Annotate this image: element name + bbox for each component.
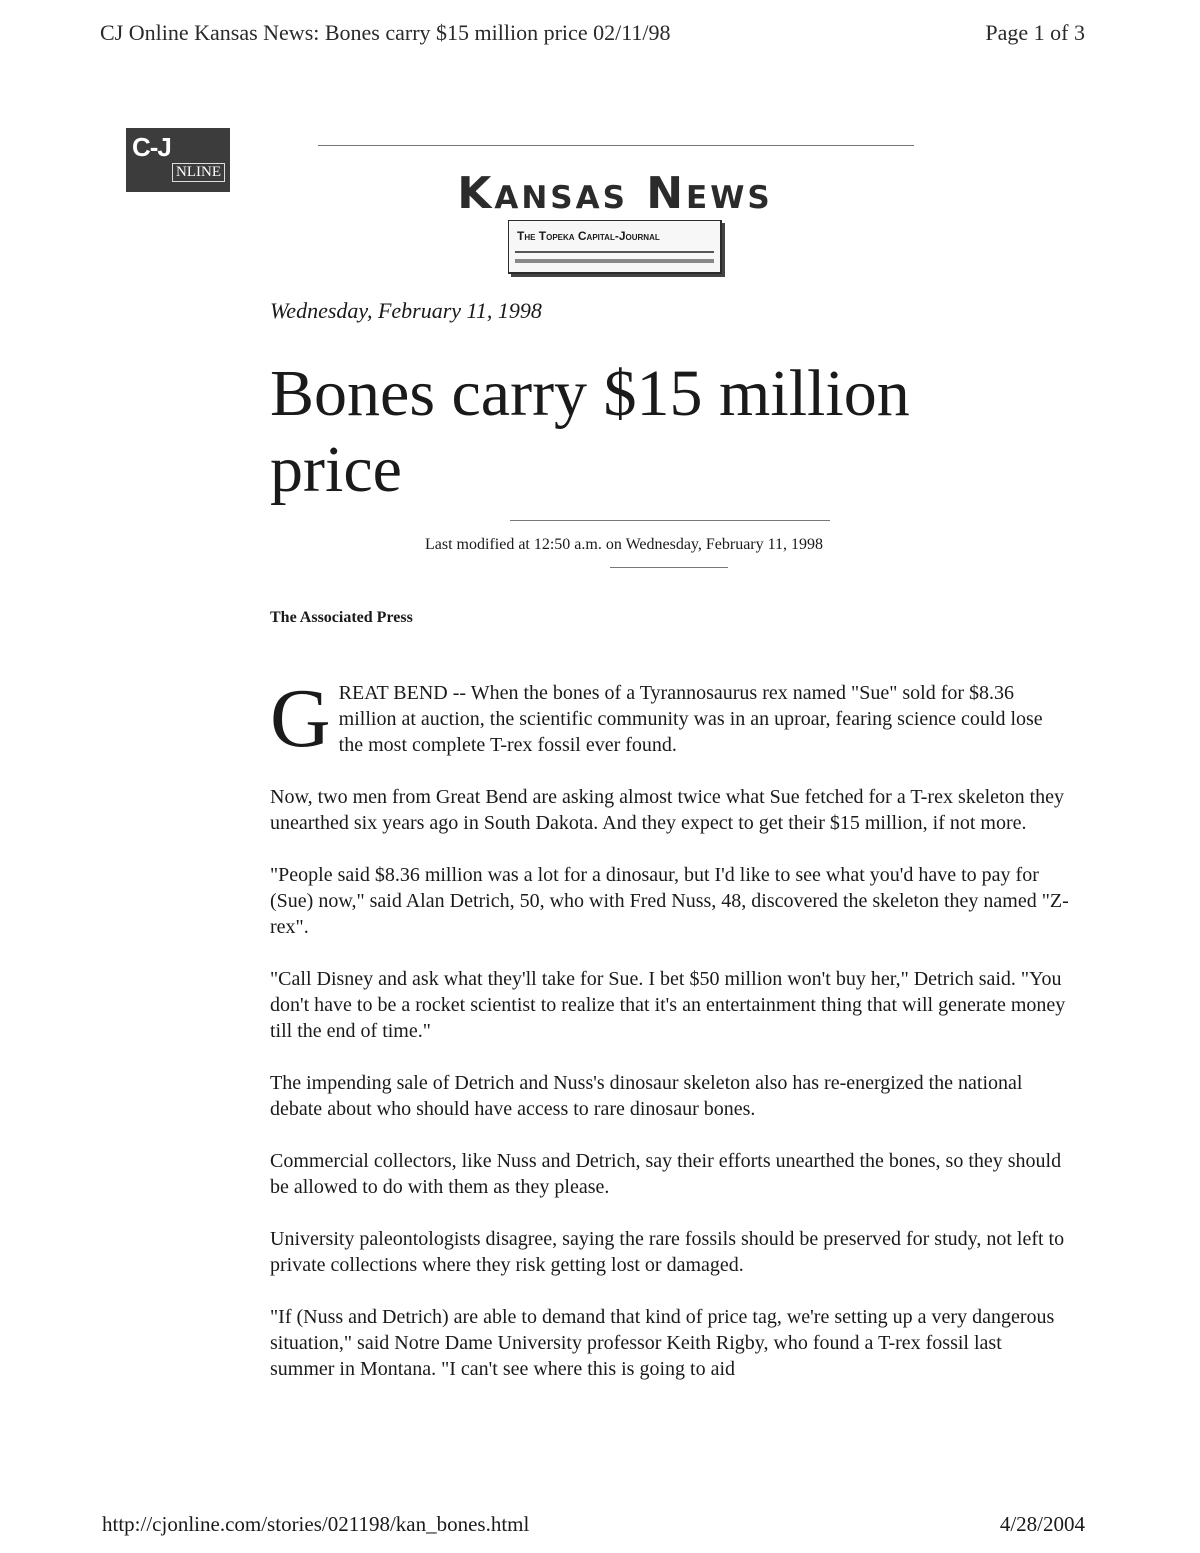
paragraph: "Call Disney and ask what they'll take for Sue. I bet $50 million won't buy her," Detrich said. "You don't have to be a rocket scientist to realize that it's an entertainment thing that will generate money till the end of time." [270, 968, 1066, 1042]
last-modified: Last modified at 12:50 a.m. on Wednesday, February 11, 1998 [425, 536, 824, 553]
cj-online-logo[interactable] [126, 128, 230, 192]
paragraph-lead [270, 672, 1070, 765]
newspaper-badge[interactable] [508, 220, 722, 274]
modified-divider-bottom [610, 567, 728, 568]
paragraph: The impending sale of Detrich and Nuss's dinosaur skeleton also has re-energized the national debate about who should have access to rare dinosaur bones. [270, 1072, 1023, 1120]
paragraph: University paleontologists disagree, saying the rare fossils should be preserved for study, not left to private collections where they risk getting lost or damaged. [270, 1228, 1065, 1276]
print-footer-date: 4/28/2004 [999, 1512, 1085, 1536]
print-header-page-number: Page 1 of 3 [985, 20, 1085, 45]
article-headline: Bones carry $15 million price [270, 357, 910, 506]
lead-text: REAT BEND -- When the bones of a Tyrannosaurus rex named "Sue" sold for $8.36 million at auction, the scientific community was in an uproar, fearing science could lose the most complete T-rex fossil ever found. [338, 682, 1043, 756]
print-footer-url[interactable]: http://cjonline.com/stories/021198/kan_bones.html [102, 1512, 530, 1536]
article-date: Wednesday, February 11, 1998 [270, 298, 542, 323]
section-masthead: Kansas News [457, 168, 773, 219]
paragraph: "People said $8.36 million was a lot for a dinosaur, but I'd like to see what you'd have to pay for (Sue) now," said Alan Detrich, 50, who with Fred Nuss, 48, discovered the skeleton they named "Z-rex". [270, 864, 1069, 938]
paragraph: Now, two men from Great Bend are asking almost twice what Sue fetched for a T-rex skeleton they unearthed six years ago in South Dakota. And they expect to get their $15 million, if not more. [270, 786, 1065, 834]
print-header-title: CJ Online Kansas News: Bones carry $15 million price 02/11/98 [100, 20, 671, 45]
article-body [270, 672, 1070, 1408]
badge-rule-thick [515, 259, 714, 263]
masthead-divider [318, 145, 914, 146]
newspaper-badge-label: The Topeka Capital-Journal [517, 229, 660, 243]
paragraph: Commercial collectors, like Nuss and Detrich, say their efforts unearthed the bones, so they should be allowed to do with them as they please. [270, 1150, 1062, 1198]
badge-rule [515, 251, 714, 253]
article-source: The Associated Press [270, 609, 413, 626]
logo-online-text: NLINE [172, 163, 225, 182]
modified-divider-top [510, 520, 830, 521]
drop-cap: G [270, 672, 331, 765]
logo-cj-text: C-J [132, 132, 171, 162]
paragraph: "If (Nuss and Detrich) are able to demand that kind of price tag, we're setting up a very dangerous situation," said Notre Dame University professor Keith Rigby, who found a T-rex fossil last summer in Montana. "I can't see where this is going to aid [270, 1306, 1055, 1380]
